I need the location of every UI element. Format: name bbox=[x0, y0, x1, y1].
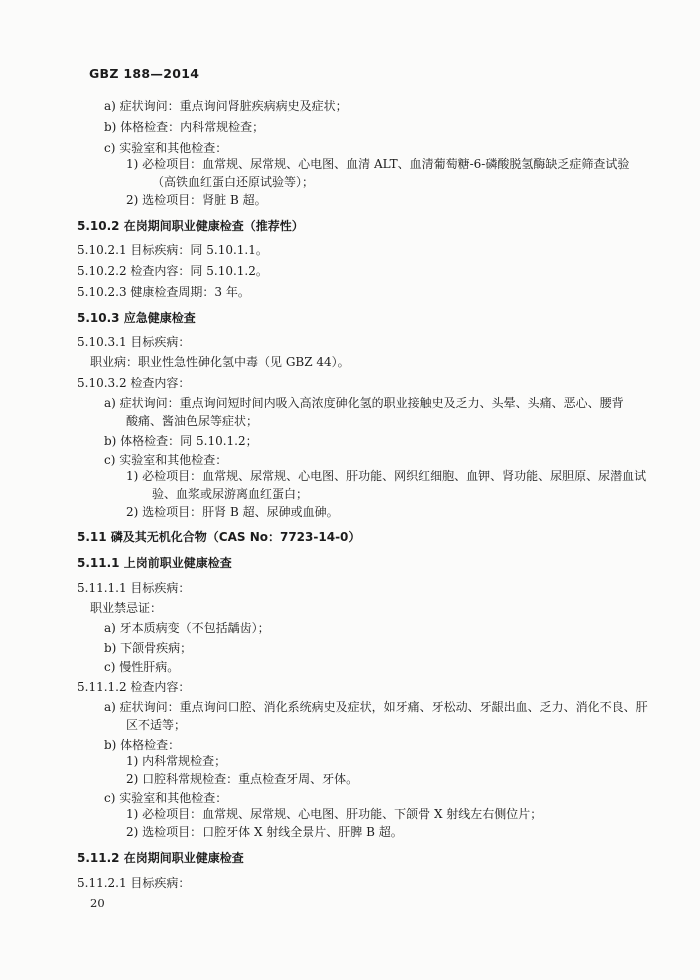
text-line: b) 下颌骨疾病； bbox=[104, 641, 193, 655]
text-line: 1) 内科常规检查； bbox=[126, 754, 227, 768]
text-line: 5.11.1.2 检查内容： bbox=[77, 680, 191, 694]
text-line: 酸痛、酱油色尿等症状； bbox=[126, 414, 259, 428]
text-line: b) 体格检查：内科常规检查； bbox=[104, 120, 265, 134]
text-line: c) 实验室和其他检查： bbox=[104, 141, 228, 155]
text-line: 1) 必检项目：血常规、尿常规、心电图、肝功能、网织红细胞、血钾、肾功能、尿胆原、尿潜血试 bbox=[126, 469, 647, 483]
text-line: a) 症状询问：重点询问口腔、消化系统病史及症状，如牙痛、牙松动、牙龈出血、乏力、消化不良、肝 bbox=[104, 700, 648, 714]
text-line: 1) 必检项目：血常规、尿常规、心电图、肝功能、下颌骨 X 射线左右侧位片； bbox=[126, 807, 543, 821]
document-header: GBZ 188—2014 bbox=[89, 66, 200, 81]
text-line: 5.10.2.1 目标疾病：同 5.10.1.1。 bbox=[77, 243, 268, 257]
text-line: a) 症状询问：重点询问短时间内吸入高浓度砷化氢的职业接触史及乏力、头晕、头痛、恶心、腰背 bbox=[104, 396, 624, 410]
text-line: （高铁血红蛋白还原试验等）； bbox=[152, 175, 315, 189]
text-line: 2) 口腔科常规检查：重点检查牙周、牙体。 bbox=[126, 772, 359, 786]
text-line: 5.10.3.2 检查内容： bbox=[77, 376, 191, 390]
text-line: 2) 选检项目：肝肾 B 超、尿砷或血砷。 bbox=[126, 505, 339, 519]
text-line: 2) 选检项目：口腔牙体 X 射线全景片、肝脾 B 超。 bbox=[126, 825, 403, 839]
text-line: 5.10.2.2 检查内容：同 5.10.1.2。 bbox=[77, 264, 268, 278]
text-line: 5.11.1.1 目标疾病： bbox=[77, 581, 191, 595]
text-line: 2) 选检项目：肾脏 B 超。 bbox=[126, 193, 267, 207]
section-heading: 5.11.1 上岗前职业健康检查 bbox=[77, 556, 232, 570]
text-line: c) 慢性肝病。 bbox=[104, 660, 180, 674]
page-number: 20 bbox=[90, 896, 105, 910]
text-line: 5.10.3.1 目标疾病： bbox=[77, 335, 191, 349]
text-line: c) 实验室和其他检查： bbox=[104, 791, 228, 805]
text-line: 区不适等； bbox=[126, 718, 187, 732]
text-line: 职业禁忌证： bbox=[90, 601, 163, 615]
text-line: 5.10.2.3 健康检查周期：3 年。 bbox=[77, 285, 250, 299]
text-line: c) 实验室和其他检查： bbox=[104, 453, 228, 467]
section-heading: 5.10.3 应急健康检查 bbox=[77, 311, 196, 325]
section-heading: 5.11 磷及其无机化合物（CAS No：7723-14-0） bbox=[77, 530, 361, 544]
text-line: b) 体格检查： bbox=[104, 738, 181, 752]
text-line: 1) 必检项目：血常规、尿常规、心电图、血清 ALT、血清葡萄糖-6-磷酸脱氢酶缺乏症筛查试验 bbox=[126, 157, 630, 171]
text-line: 职业病：职业性急性砷化氢中毒（见 GBZ 44）。 bbox=[90, 355, 350, 369]
text-line: 5.11.2.1 目标疾病： bbox=[77, 876, 191, 890]
text-line: a) 牙本质病变（不包括龋齿）； bbox=[104, 621, 270, 635]
text-line: a) 症状询问：重点询问肾脏疾病病史及症状； bbox=[104, 99, 348, 113]
section-heading: 5.10.2 在岗期间职业健康检查（推荐性） bbox=[77, 219, 304, 233]
section-heading: 5.11.2 在岗期间职业健康检查 bbox=[77, 851, 244, 865]
text-line: b) 体格检查：同 5.10.1.2； bbox=[104, 434, 258, 448]
text-line: 验、血浆或尿游离血红蛋白； bbox=[152, 487, 309, 501]
